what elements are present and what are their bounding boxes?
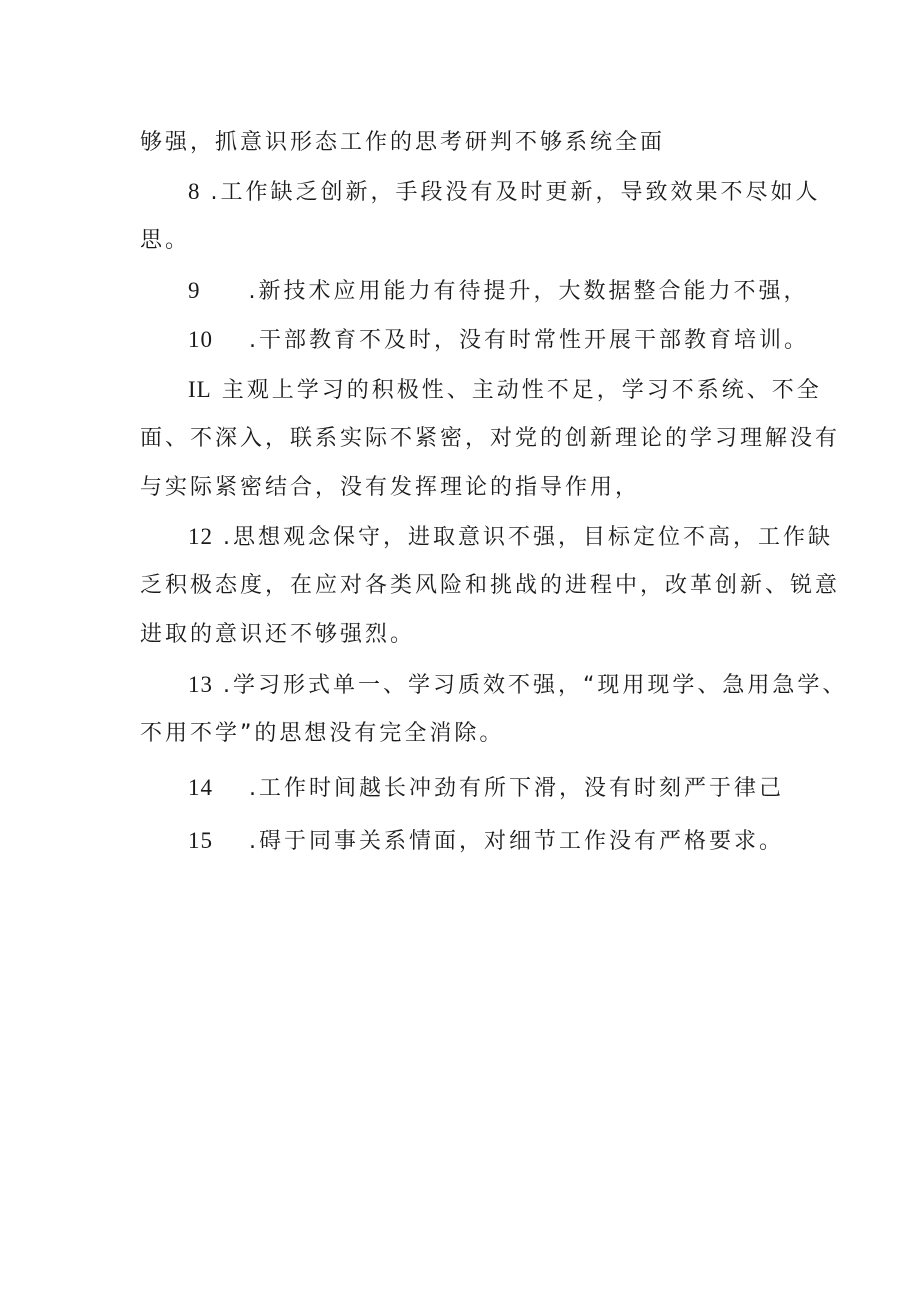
item-number: 15 — [188, 828, 213, 853]
paragraph-10 — [188, 325, 809, 356]
item-number: 12 — [188, 524, 213, 549]
paragraph-9 — [188, 276, 809, 307]
paragraph-15 — [188, 826, 784, 857]
text-line: 进取的意识还不够强烈。 — [140, 622, 416, 647]
paragraph-8 — [188, 177, 821, 208]
item-number: 13 — [188, 672, 213, 697]
text-line: 乏积极态度，在应对各类风险和挑战的进程中，改革创新、锐意 — [140, 573, 841, 598]
paragraph-8-line-2 — [140, 226, 190, 256]
paragraph-11-line-2 — [140, 424, 840, 454]
text-line: .新技术应用能力有待提升，大数据整合能力不强， — [248, 279, 809, 304]
text-line: 主观上学习的积极性、主动性不足，学习不系统、不全 — [221, 378, 822, 403]
text-line: .学习形式单一、学习质效不强，“现用现学、急用急学、 — [223, 673, 848, 698]
paragraph-12-line-3 — [140, 620, 415, 650]
text-line: .思想观念保守，进取意识不强，目标定位不高，工作缺 — [223, 525, 833, 550]
paragraph-12-line-2 — [140, 571, 840, 601]
item-number: IL — [188, 377, 212, 402]
text-line: .工作时间越长冲劲有所下滑，没有时刻严于律己 — [249, 776, 784, 801]
item-number: 9 — [188, 278, 201, 303]
item-number: 14 — [188, 775, 213, 800]
item-number: 10 — [188, 327, 213, 352]
paragraph-11-line-3 — [140, 473, 640, 503]
text-line: 够强，抓意识形态工作的思考研判不够系统全面 — [140, 130, 666, 155]
paragraph-11 — [188, 375, 822, 406]
paragraph-13 — [188, 670, 847, 701]
text-line: 与实际紧密结合，没有发挥理论的指导作用， — [140, 475, 641, 500]
paragraph-14 — [188, 773, 784, 804]
text-line: .碍于同事关系情面，对细节工作没有严格要求。 — [249, 829, 784, 854]
text-line: 不用不学”的思想没有完全消除。 — [140, 721, 505, 746]
paragraph-13-line-2 — [140, 719, 504, 749]
paragraph-7-continuation — [140, 128, 665, 158]
text-line: .干部教育不及时，没有时常性开展干部教育培训。 — [249, 328, 809, 353]
text-line: 面、不深入，联系实际不紧密，对党的创新理论的学习理解没有 — [140, 426, 841, 451]
item-number: 8 — [188, 179, 201, 204]
paragraph-12 — [188, 522, 833, 553]
text-line: 思。 — [140, 228, 191, 253]
text-line: .工作缺乏创新，手段没有及时更新，导致效果不尽如人 — [210, 180, 821, 205]
